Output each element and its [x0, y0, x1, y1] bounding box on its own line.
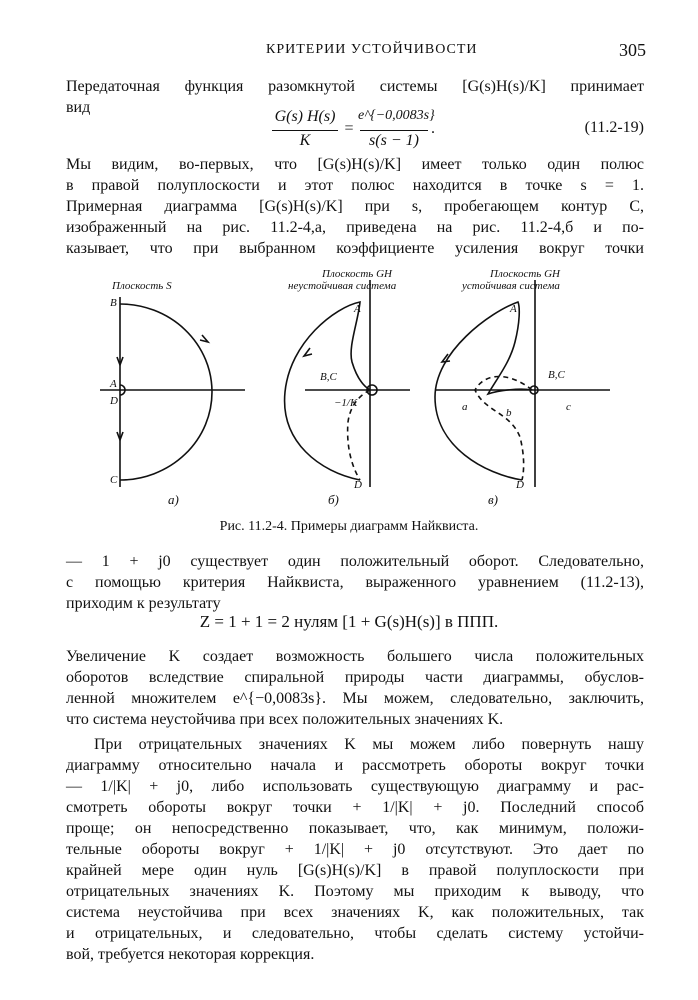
- panel-b-label-minus-1-k: −1/K: [334, 397, 358, 409]
- eq1-lhs-fraction-bar: [272, 130, 338, 131]
- panel-c-label-b-small: b: [506, 407, 512, 419]
- para2-line-3: приходим к результату: [66, 595, 221, 612]
- panel-a-label-d: D: [110, 395, 118, 407]
- para2-line-2: с помощью критерия Найквиста, выраженного уравнением (11.2-13),: [66, 574, 644, 591]
- panel-b-title-2: неустойчивая система: [288, 280, 397, 292]
- panel-c-sublabel: в): [488, 492, 498, 507]
- panel-c-label-c-small: c: [566, 401, 571, 413]
- para4-line-10: и отрицательных, и следовательно, чтобы сделать систему устойчи-: [66, 925, 644, 942]
- eq1-rhs-numerator: e^{−0,0083s}: [358, 108, 435, 123]
- para4-line-11: вой, требуется некоторая коррекция.: [66, 946, 315, 963]
- para3-line-3: ленной множителем e^{−0,0083s}. Мы можем, следовательно, заключить,: [66, 690, 644, 707]
- para4-line-8: отрицательных значениях K. Поэтому мы приходим к выводу, что: [66, 883, 644, 900]
- panel-b-label-d: D: [354, 479, 362, 491]
- panel-c-curve: [435, 302, 532, 480]
- eq1-period: .: [431, 120, 435, 137]
- para3-line-1: Увеличение K создает возможность большего числа положительных: [66, 648, 644, 665]
- panel-a-title: Плоскость S: [112, 280, 172, 292]
- eq1-number: (11.2-19): [584, 119, 644, 136]
- figure-caption: Рис. 11.2-4. Примеры диаграмм Найквиста.: [219, 519, 479, 534]
- eq1-rhs-fraction-bar: [360, 130, 428, 131]
- panel-a-label-c: C: [110, 474, 118, 486]
- panel-c-label-a-small: a: [462, 401, 468, 413]
- eq1-lhs-denominator: K: [299, 132, 311, 149]
- running-head: КРИТЕРИИ УСТОЙЧИВОСТИ: [266, 42, 478, 57]
- para1-line-1: Мы видим, во-первых, что [G(s)H(s)/K] имеет только один полюс: [66, 156, 644, 173]
- panel-a-sublabel: а): [168, 492, 179, 507]
- panel-a-label-a: A: [110, 378, 117, 390]
- page-header: [66, 40, 646, 64]
- para4-line-2: диаграмму относительно начала и рассмотреть обороты вокруг точки: [66, 757, 644, 774]
- equation-11-2-19: [270, 108, 435, 152]
- para4-line-9: система неустойчива при всех значениях K, как положительных, так: [66, 904, 644, 921]
- para4-line-4: смотреть обороты вокруг точки + 1/|K| + j0. Последний способ: [66, 799, 644, 816]
- para4-line-5: проще; он непосредственно показывает, что, как минимум, положи-: [66, 820, 644, 837]
- panel-c-label-a: A: [510, 303, 517, 315]
- para1-line-3: Примерная диаграмма [G(s)H(s)/K] при s, пробегающем контур C,: [66, 198, 644, 215]
- panel-c-gh-plane: [435, 280, 610, 487]
- panel-a-label-b: B: [110, 297, 117, 309]
- para2-line-1: — 1 + j0 существует один положительный оборот. Следовательно,: [66, 553, 644, 570]
- panel-a-arrow-arc: [200, 335, 208, 342]
- para1-line-4: изображенный на рис. 11.2-4,a, приведена на рис. 11.2-4,б и по-: [66, 219, 644, 236]
- eq1-lhs-numerator: G(s) H(s): [274, 108, 336, 125]
- panel-a-semicircle: [120, 304, 212, 480]
- intro-line-2: вид: [66, 99, 91, 116]
- panel-b-sublabel: б): [328, 492, 339, 507]
- panel-c-title-1: Плоскость GH: [490, 268, 560, 280]
- page-number: 305: [619, 40, 646, 60]
- para4-line-6: тельные обороты вокруг + 1/|K| + j0 отсутствуют. Это дает по: [66, 841, 644, 858]
- panel-b-label-bc: B,C: [320, 371, 337, 383]
- para1-line-2: в правой полуплоскости и этот полюс находится в точке s = 1.: [66, 177, 644, 194]
- panel-b-gh-plane: [285, 280, 410, 487]
- panel-a-s-plane: [100, 297, 245, 487]
- para1-line-5: казывает, что при выбранном коэффициенте усиления вокруг точки: [66, 240, 644, 257]
- para4-line-1: При отрицательных значениях K мы можем либо повернуть нашу: [94, 736, 644, 753]
- panel-b-label-a: A: [354, 303, 361, 315]
- nyquist-figure: [90, 262, 620, 512]
- panel-b-arrow: [304, 348, 312, 356]
- para4-line-3: — 1/|K| + j0, либо использовать существующую диаграмму и рас-: [66, 778, 644, 795]
- panel-c-label-bc: B,C: [548, 369, 565, 381]
- panel-c-title-2: устойчивая система: [462, 280, 560, 292]
- intro-line-1: Передаточная функция разомкнутой системы [G(s)H(s)/K] принимает: [66, 78, 644, 95]
- equation-z: Z = 1 + 1 = 2 нулям [1 + G(s)H(s)] в ППП.: [199, 612, 499, 631]
- panel-b-curve: [285, 302, 370, 480]
- para3-line-2: оборотов вследствие спиральной природы части диаграммы, обуслов-: [66, 669, 644, 686]
- eq1-equals: =: [344, 120, 354, 137]
- panel-b-title-1: Плоскость GH: [322, 268, 392, 280]
- para4-line-7: крайней мере один нуль [G(s)H(s)/K] в правой полуплоскости при: [66, 862, 644, 879]
- para3-line-4: что система неустойчива при всех положительных значениях K.: [66, 711, 504, 728]
- panel-c-label-d: D: [516, 479, 524, 491]
- nyquist-diagrams-svg: [90, 262, 620, 512]
- eq1-rhs-denominator: s(s − 1): [369, 132, 419, 149]
- panel-c-dashed-curve: [475, 377, 532, 481]
